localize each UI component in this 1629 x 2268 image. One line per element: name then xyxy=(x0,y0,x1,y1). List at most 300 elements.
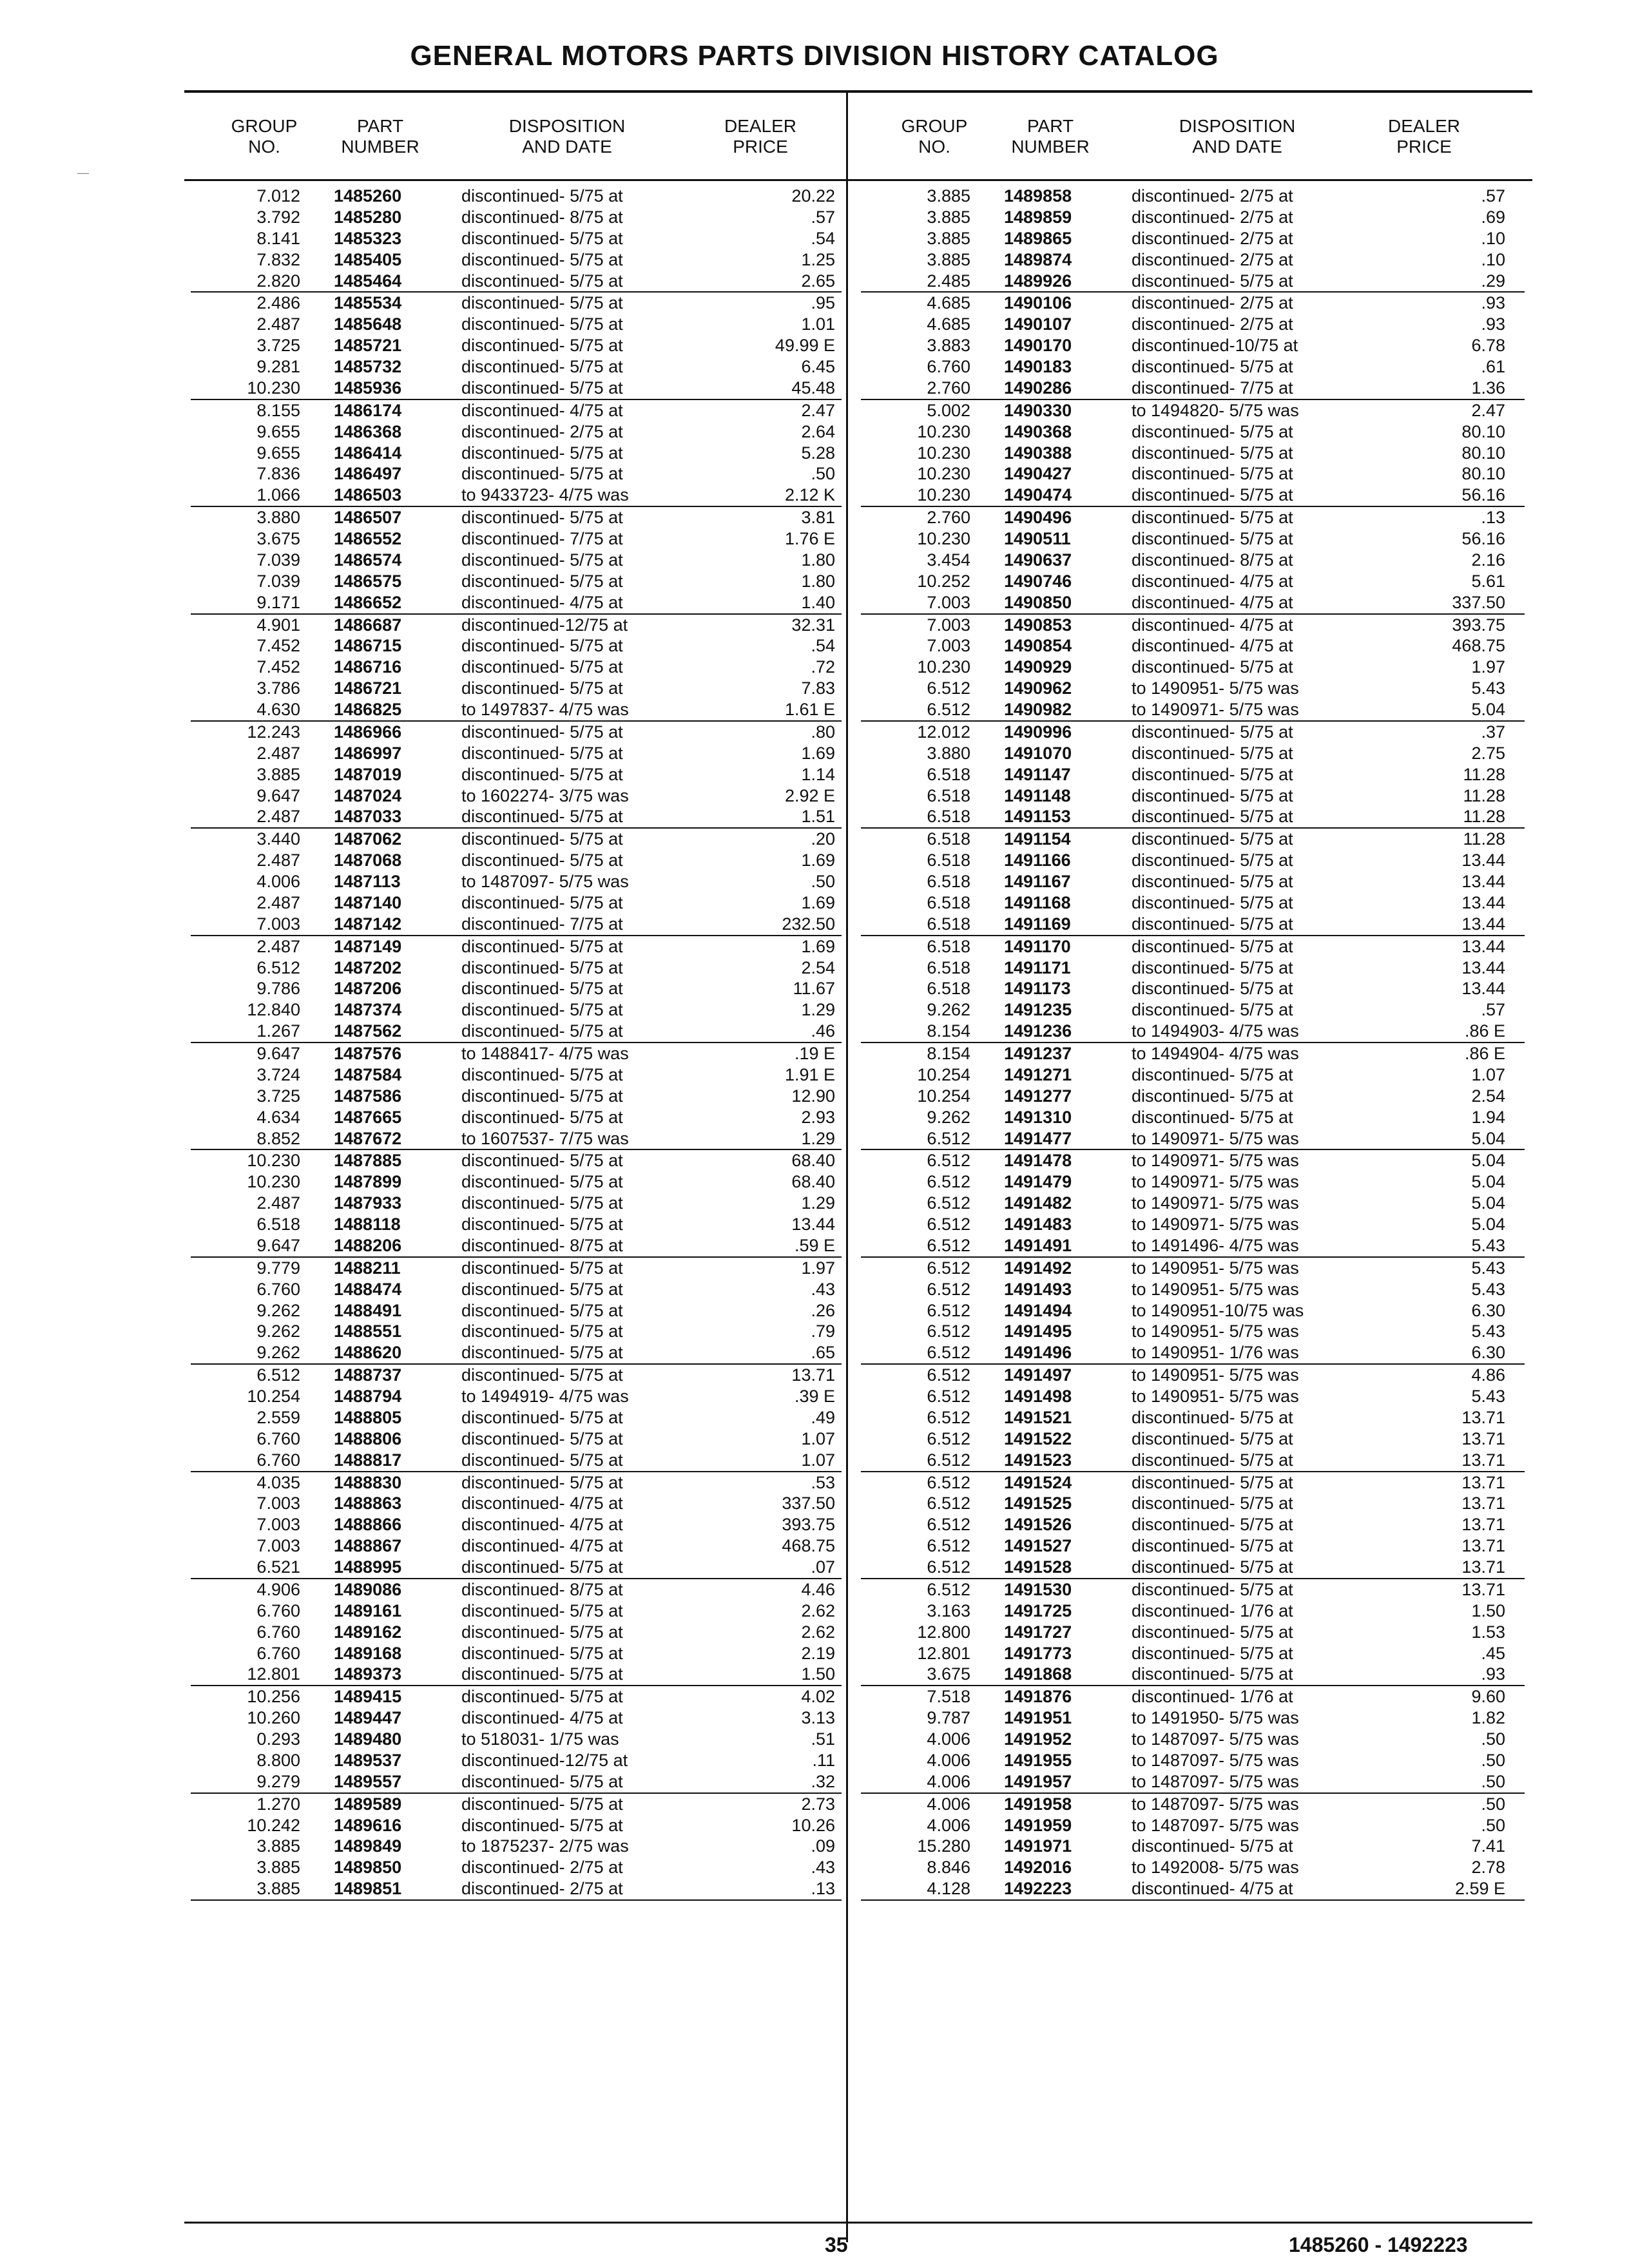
disposition: to 1487097- 5/75 was xyxy=(1132,1771,1299,1791)
group-no: 6.760 xyxy=(256,1600,300,1620)
table-row xyxy=(861,335,1525,356)
disposition: to 1494904- 4/75 was xyxy=(1132,1044,1299,1063)
disposition: discontinued- 5/75 at xyxy=(1132,1407,1293,1427)
part-number: 1488737 xyxy=(334,1365,402,1385)
disposition: discontinued- 5/75 at xyxy=(461,1343,623,1363)
part-number: 1490854 xyxy=(1004,636,1072,656)
part-number: 1486368 xyxy=(334,421,402,441)
dealer-price: .11 xyxy=(812,1750,835,1770)
part-number: 1491527 xyxy=(1004,1536,1072,1556)
dealer-price: 5.43 xyxy=(1471,1258,1505,1278)
header-group-left: GROUP NO. xyxy=(231,116,298,157)
table-row xyxy=(191,249,842,271)
table-row xyxy=(861,892,1525,914)
table-row xyxy=(191,785,842,807)
dealer-price: 5.43 xyxy=(1471,1321,1505,1341)
table-row xyxy=(191,1128,842,1151)
part-number: 1486825 xyxy=(334,700,402,719)
disposition: discontinued- 7/75 at xyxy=(461,914,623,934)
part-number: 1491479 xyxy=(1004,1172,1072,1192)
group-no: 10.230 xyxy=(247,1151,300,1171)
dealer-price: 4.02 xyxy=(801,1687,835,1707)
table-row xyxy=(191,1321,842,1342)
part-number: 1492016 xyxy=(1004,1858,1072,1878)
table-row xyxy=(191,1643,842,1664)
table-row xyxy=(861,1386,1525,1407)
part-number: 1485260 xyxy=(334,186,402,206)
group-no: 10.256 xyxy=(247,1687,300,1707)
part-number: 1491170 xyxy=(1004,936,1071,956)
dealer-price: 337.50 xyxy=(782,1494,835,1514)
group-no: 8.154 xyxy=(927,1044,970,1063)
dealer-price: 393.75 xyxy=(1452,615,1505,635)
part-number: 1485732 xyxy=(334,357,402,376)
part-number: 1486721 xyxy=(334,678,402,698)
group-no: 8.800 xyxy=(256,1750,300,1770)
part-number: 1490368 xyxy=(1004,421,1072,441)
group-no: 7.518 xyxy=(927,1687,970,1707)
group-no: 1.267 xyxy=(256,1021,300,1041)
group-no: 3.724 xyxy=(256,1064,300,1084)
group-no: 1.270 xyxy=(256,1794,300,1814)
table-row xyxy=(191,1450,842,1472)
table-row xyxy=(861,1150,1525,1171)
dealer-price: .79 xyxy=(811,1321,835,1341)
table-row xyxy=(861,1514,1525,1535)
part-number: 1485323 xyxy=(334,228,402,248)
table-row xyxy=(861,1214,1525,1235)
table-row xyxy=(861,1279,1525,1300)
part-number: 1489537 xyxy=(334,1750,402,1770)
table-row xyxy=(861,1171,1525,1193)
dealer-price: 5.43 xyxy=(1471,1279,1505,1299)
group-no: 2.487 xyxy=(256,1193,300,1213)
part-number: 1485534 xyxy=(334,293,402,313)
dealer-price: 2.47 xyxy=(801,400,835,420)
group-no: 7.003 xyxy=(927,615,970,635)
dealer-price: 6.30 xyxy=(1471,1343,1505,1363)
table-row xyxy=(191,892,842,914)
part-number: 1487374 xyxy=(334,1000,402,1020)
table-row xyxy=(191,421,842,443)
part-number: 1491271 xyxy=(1004,1064,1072,1084)
group-no: 7.003 xyxy=(256,914,300,934)
table-row xyxy=(191,678,842,699)
disposition: discontinued- 4/75 at xyxy=(461,1536,623,1556)
dealer-price: .43 xyxy=(811,1858,835,1878)
disposition: to 1487097- 5/75 was xyxy=(1132,1750,1299,1770)
table-row xyxy=(191,1043,842,1064)
part-number: 1487899 xyxy=(334,1172,402,1192)
disposition: discontinued- 5/75 at xyxy=(461,850,623,870)
disposition: to 1497837- 4/75 was xyxy=(461,700,629,719)
group-no: 6.512 xyxy=(927,1128,970,1148)
part-number: 1490330 xyxy=(1004,400,1072,420)
part-number: 1485464 xyxy=(334,271,402,291)
part-number: 1490982 xyxy=(1004,700,1072,719)
dealer-price: 2.65 xyxy=(801,271,835,291)
disposition: discontinued- 5/75 at xyxy=(461,1687,623,1707)
disposition: discontinued- 5/75 at xyxy=(1132,785,1293,805)
group-no: 9.786 xyxy=(256,979,300,999)
table-row xyxy=(861,1622,1525,1643)
group-no: 6.512 xyxy=(927,678,970,698)
part-number: 1491166 xyxy=(1004,850,1071,870)
dealer-price: 10.26 xyxy=(791,1815,835,1835)
dealer-price: .54 xyxy=(811,228,835,248)
table-row xyxy=(191,615,842,636)
dealer-price: .32 xyxy=(811,1771,835,1791)
dealer-price: .13 xyxy=(1481,508,1505,528)
group-no: 4.685 xyxy=(927,293,970,313)
dealer-price: 1.80 xyxy=(801,571,835,591)
dealer-price: 9.60 xyxy=(1471,1687,1505,1707)
part-number: 1487584 xyxy=(334,1064,402,1084)
table-row xyxy=(191,936,842,957)
disposition: discontinued- 5/75 at xyxy=(461,829,623,849)
table-row xyxy=(861,1664,1525,1686)
group-no: 6.512 xyxy=(927,1536,970,1556)
table-row xyxy=(861,1472,1525,1494)
part-number: 1489851 xyxy=(334,1879,402,1899)
table-row xyxy=(191,1300,842,1321)
disposition: discontinued- 5/75 at xyxy=(461,443,623,463)
dealer-price: 1.80 xyxy=(801,550,835,570)
table-row xyxy=(861,785,1525,807)
disposition: to 1490971- 5/75 was xyxy=(1132,700,1299,719)
part-number: 1485280 xyxy=(334,207,402,227)
part-number: 1491147 xyxy=(1004,764,1071,784)
group-no: 10.230 xyxy=(917,529,970,548)
dealer-price: 2.59 E xyxy=(1454,1879,1505,1899)
group-no: 6.512 xyxy=(927,1235,970,1255)
dealer-price: .19 E xyxy=(794,1044,835,1063)
dealer-price: .51 xyxy=(811,1729,835,1749)
part-number: 1491868 xyxy=(1004,1664,1072,1684)
group-no: 6.760 xyxy=(256,1450,300,1470)
table-row xyxy=(191,314,842,335)
disposition: discontinued- 8/75 at xyxy=(461,1235,623,1255)
part-number: 1489086 xyxy=(334,1579,402,1599)
group-no: 7.003 xyxy=(927,636,970,656)
group-no: 6.512 xyxy=(927,700,970,719)
part-number: 1490511 xyxy=(1004,529,1071,548)
disposition: to 1490971- 5/75 was xyxy=(1132,1172,1299,1192)
disposition: discontinued- 4/75 at xyxy=(1132,636,1293,656)
disposition: discontinued- 5/75 at xyxy=(1132,508,1293,528)
group-no: 6.518 xyxy=(927,850,970,870)
table-row xyxy=(861,463,1525,485)
table-row xyxy=(191,957,842,979)
disposition: discontinued- 2/75 at xyxy=(461,1879,623,1899)
group-no: 6.512 xyxy=(927,1279,970,1299)
disposition: discontinued- 5/75 at xyxy=(1132,1000,1293,1020)
header-part-left: PART NUMBER xyxy=(341,116,419,157)
group-no: 3.885 xyxy=(927,249,970,269)
disposition: discontinued- 2/75 at xyxy=(1132,207,1293,227)
dealer-price: .50 xyxy=(1481,1794,1505,1814)
table-row xyxy=(861,1342,1525,1365)
group-no: 7.039 xyxy=(256,571,300,591)
part-number: 1489447 xyxy=(334,1708,402,1728)
dealer-price: 468.75 xyxy=(1452,636,1505,656)
disposition: discontinued- 5/75 at xyxy=(1132,1643,1293,1663)
disposition: discontinued- 5/75 at xyxy=(461,979,623,999)
disposition: discontinued- 4/75 at xyxy=(1132,1879,1293,1899)
dealer-price: 13.71 xyxy=(1461,1536,1505,1556)
group-no: 4.006 xyxy=(927,1750,970,1770)
table-row xyxy=(191,1878,842,1901)
dealer-price: 5.04 xyxy=(1471,1151,1505,1171)
table-row xyxy=(861,186,1525,207)
part-number: 1488830 xyxy=(334,1472,402,1492)
group-no: 3.885 xyxy=(927,207,970,227)
dealer-price: 2.64 xyxy=(801,421,835,441)
disposition: discontinued- 5/75 at xyxy=(1132,1086,1293,1106)
group-no: 3.454 xyxy=(927,550,970,570)
group-no: 3.675 xyxy=(927,1664,970,1684)
group-no: 12.801 xyxy=(917,1643,970,1663)
dealer-price: 1.61 E xyxy=(784,700,835,719)
disposition: discontinued- 5/75 at xyxy=(1132,529,1293,548)
dealer-price: 1.07 xyxy=(1471,1064,1505,1084)
disposition: discontinued- 5/75 at xyxy=(1132,1515,1293,1535)
dealer-price: 2.16 xyxy=(1471,550,1505,570)
dealer-price: 11.28 xyxy=(1463,807,1505,827)
disposition: discontinued- 8/75 at xyxy=(1132,550,1293,570)
part-number: 1489865 xyxy=(1004,228,1072,248)
group-no: 4.006 xyxy=(256,872,300,891)
table-row xyxy=(191,1472,842,1494)
group-no: 6.512 xyxy=(927,1387,970,1406)
dealer-price: .53 xyxy=(811,1472,835,1492)
dealer-price: 13.71 xyxy=(1461,1515,1505,1535)
part-number: 1491236 xyxy=(1004,1021,1072,1041)
disposition: discontinued- 4/75 at xyxy=(461,592,623,612)
table-row xyxy=(191,978,842,999)
disposition: discontinued- 5/75 at xyxy=(461,1600,623,1620)
part-number: 1488118 xyxy=(334,1215,401,1234)
part-number: 1491169 xyxy=(1004,914,1071,934)
group-no: 2.760 xyxy=(927,508,970,528)
group-no: 6.512 xyxy=(927,1215,970,1234)
dealer-price: 49.99 E xyxy=(775,336,835,356)
table-row xyxy=(861,743,1525,764)
part-number: 1492223 xyxy=(1004,1879,1072,1899)
group-no: 6.518 xyxy=(927,872,970,891)
right-column xyxy=(861,186,1525,1901)
disposition: discontinued- 5/75 at xyxy=(461,464,623,484)
table-row xyxy=(191,1750,842,1771)
dealer-price: .50 xyxy=(811,464,835,484)
part-number: 1491524 xyxy=(1004,1472,1072,1492)
part-number: 1491497 xyxy=(1004,1365,1072,1385)
part-number: 1491773 xyxy=(1004,1643,1072,1663)
header-group-right: GROUP NO. xyxy=(901,116,968,157)
part-number: 1490286 xyxy=(1004,378,1072,398)
dealer-price: 1.51 xyxy=(801,807,835,827)
part-number: 1488620 xyxy=(334,1343,402,1363)
dealer-price: 13.44 xyxy=(1461,872,1505,891)
table-row xyxy=(861,1557,1525,1579)
table-row xyxy=(191,1815,842,1836)
part-number: 1487202 xyxy=(334,957,402,977)
disposition: to 1490971- 5/75 was xyxy=(1132,1128,1299,1148)
group-no: 6.518 xyxy=(927,914,970,934)
group-no: 6.760 xyxy=(256,1643,300,1663)
disposition: discontinued- 2/75 at xyxy=(1132,314,1293,334)
group-no: 6.521 xyxy=(256,1557,300,1577)
table-row xyxy=(191,335,842,356)
group-no: 6.512 xyxy=(927,1515,970,1535)
dealer-price: 5.43 xyxy=(1471,1387,1505,1406)
table-row xyxy=(861,657,1525,678)
disposition: discontinued- 5/75 at xyxy=(1132,657,1293,677)
disposition: discontinued- 5/75 at xyxy=(461,678,623,698)
group-no: 10.230 xyxy=(917,464,970,484)
table-row xyxy=(191,485,842,507)
table-row xyxy=(861,1043,1525,1064)
dealer-price: 2.62 xyxy=(801,1600,835,1620)
dealer-price: .57 xyxy=(1481,186,1505,206)
part-number: 1491495 xyxy=(1004,1321,1072,1341)
disposition: to 1490951- 5/75 was xyxy=(1132,678,1299,698)
table-row xyxy=(861,722,1525,743)
part-number: 1488867 xyxy=(334,1536,402,1556)
group-no: 2.820 xyxy=(256,271,300,291)
dealer-price: 7.83 xyxy=(801,678,835,698)
part-number: 1490388 xyxy=(1004,443,1072,463)
disposition: discontinued- 5/75 at xyxy=(461,807,623,827)
table-row xyxy=(861,1878,1525,1901)
group-no: 9.279 xyxy=(256,1771,300,1791)
group-no: 6.518 xyxy=(927,957,970,977)
table-row xyxy=(191,829,842,850)
disposition: discontinued- 5/75 at xyxy=(461,1557,623,1577)
table-row xyxy=(191,528,842,550)
group-no: 3.725 xyxy=(256,336,300,356)
disposition: discontinued- 5/75 at xyxy=(461,336,623,356)
disposition: to 518031- 1/75 was xyxy=(461,1729,619,1749)
disposition: discontinued- 5/75 at xyxy=(461,228,623,248)
group-no: 2.487 xyxy=(256,892,300,912)
disposition: discontinued- 5/75 at xyxy=(1132,1494,1293,1514)
dealer-price: .93 xyxy=(1481,1664,1505,1684)
part-number: 1489858 xyxy=(1004,186,1072,206)
table-row xyxy=(191,550,842,571)
disposition: discontinued- 4/75 at xyxy=(461,1515,623,1535)
dealer-price: .50 xyxy=(1481,1771,1505,1791)
page-number: 35 xyxy=(825,2233,848,2256)
disposition: discontinued- 7/75 at xyxy=(461,529,623,548)
table-row xyxy=(191,1771,842,1794)
disposition: discontinued- 5/75 at xyxy=(1132,464,1293,484)
table-row xyxy=(861,1794,1525,1815)
table-row xyxy=(191,293,842,314)
group-no: 8.852 xyxy=(256,1128,300,1148)
table-row xyxy=(191,1279,842,1300)
group-no: 7.003 xyxy=(256,1515,300,1535)
group-no: 2.760 xyxy=(927,378,970,398)
part-number: 1488211 xyxy=(334,1258,401,1278)
group-no: 4.630 xyxy=(256,700,300,719)
disposition: discontinued- 5/75 at xyxy=(461,743,623,763)
group-no: 7.452 xyxy=(256,636,300,656)
disposition: discontinued- 5/75 at xyxy=(1132,957,1293,977)
table-row xyxy=(191,592,842,615)
group-no: 6.512 xyxy=(927,1494,970,1514)
part-number: 1491526 xyxy=(1004,1515,1072,1535)
disposition: discontinued-10/75 at xyxy=(1132,336,1298,356)
part-number: 1491310 xyxy=(1004,1107,1072,1127)
disposition: discontinued- 1/76 at xyxy=(1132,1687,1293,1707)
part-number: 1490496 xyxy=(1004,508,1072,528)
dealer-price: 1.69 xyxy=(801,936,835,956)
group-no: 6.512 xyxy=(927,1343,970,1363)
part-number: 1486687 xyxy=(334,615,402,635)
group-no: 6.518 xyxy=(927,979,970,999)
group-no: 3.885 xyxy=(256,764,300,784)
table-row xyxy=(861,1064,1525,1086)
group-no: 6.518 xyxy=(927,829,970,849)
part-number: 1490183 xyxy=(1004,357,1072,376)
dealer-price: 20.22 xyxy=(791,186,835,206)
disposition: discontinued- 5/75 at xyxy=(461,186,623,206)
group-no: 6.760 xyxy=(927,357,970,376)
disposition: discontinued- 2/75 at xyxy=(461,421,623,441)
part-number: 1491171 xyxy=(1004,957,1071,977)
disposition: discontinued- 5/75 at xyxy=(461,1794,623,1814)
group-no: 2.487 xyxy=(256,936,300,956)
group-no: 8.141 xyxy=(256,228,300,248)
group-no: 4.634 xyxy=(256,1107,300,1127)
disposition: discontinued- 5/75 at xyxy=(1132,1622,1293,1642)
group-no: 9.262 xyxy=(256,1300,300,1320)
disposition: discontinued- 5/75 at xyxy=(461,1472,623,1492)
table-row xyxy=(861,914,1525,936)
part-number: 1488805 xyxy=(334,1407,402,1427)
part-number: 1487885 xyxy=(334,1151,402,1171)
part-number: 1488866 xyxy=(334,1515,402,1535)
part-number: 1489589 xyxy=(334,1794,402,1814)
disposition: discontinued- 5/75 at xyxy=(1132,1064,1293,1084)
table-row xyxy=(861,1815,1525,1836)
disposition: discontinued- 5/75 at xyxy=(461,271,623,291)
table-row xyxy=(861,1021,1525,1043)
left-column xyxy=(191,186,842,1901)
group-no: 6.760 xyxy=(256,1279,300,1299)
part-number: 1486503 xyxy=(334,485,402,505)
disposition: discontinued- 5/75 at xyxy=(461,1279,623,1299)
group-no: 9.787 xyxy=(927,1708,970,1728)
dealer-price: 1.69 xyxy=(801,743,835,763)
table-row xyxy=(191,1107,842,1128)
group-no: 8.154 xyxy=(927,1021,970,1041)
group-no: 9.171 xyxy=(256,592,300,612)
table-row xyxy=(191,1794,842,1815)
table-row xyxy=(861,1836,1525,1857)
group-no: 9.647 xyxy=(256,785,300,805)
disposition: discontinued- 5/75 at xyxy=(461,378,623,398)
disposition: discontinued- 5/75 at xyxy=(1132,850,1293,870)
group-no: 6.512 xyxy=(927,1151,970,1171)
part-number: 1491525 xyxy=(1004,1494,1072,1514)
dealer-price: 2.47 xyxy=(1471,400,1505,420)
dealer-price: .43 xyxy=(811,1279,835,1299)
part-number: 1491725 xyxy=(1004,1600,1072,1620)
dealer-price: 1.94 xyxy=(1471,1107,1505,1127)
table-row xyxy=(191,507,842,528)
